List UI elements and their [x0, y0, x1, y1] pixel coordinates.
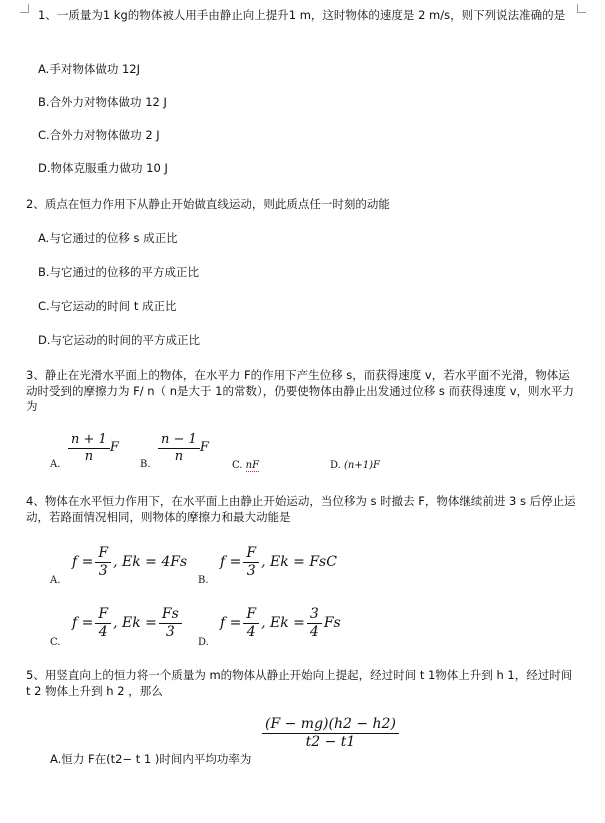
- question-5-stem: 5、用竖直向上的恒力将一个质量为 m的物体从静止开始向上提起，经过时间 t 1物体上升到 h 1，经过时间 t 2 物体上升到 h 2 ，那么: [26, 668, 573, 698]
- q5-a-denominator: t2 − t1: [305, 733, 356, 750]
- q2-option-c: C.与它运动的时间 t 成正比: [38, 299, 177, 313]
- q1-option-b: B.合外力对物体做功 12 J: [38, 95, 167, 109]
- q2-option-b: B.与它通过的位移的平方成正比: [38, 265, 200, 279]
- q3-d-value: (n+1)F: [344, 460, 380, 471]
- q3-option-a-label: A.: [50, 459, 61, 470]
- q3-option-a-formula: [68, 432, 119, 464]
- q4-option-c-formula: f = $\frac{F}{4}$ , Ek = $\frac{Fs}{3}$: [72, 606, 182, 641]
- q3-c-value: nF: [245, 460, 260, 471]
- q3-option-b-label: B.: [140, 459, 151, 470]
- q3-option-b-formula: [158, 432, 209, 464]
- q3-option-d: D. (n+1)F: [330, 460, 380, 471]
- q5-option-a-text: A.恒力 F在(t2− t 1 )时间内平均功率为: [50, 752, 252, 766]
- q4-option-c-label: C.: [50, 637, 61, 648]
- question-3-stem: 3、静止在光滑水平面上的物体，在水平力 F的作用下产生位移 s，而获得速度 v，若水平面不光滑，物体运动时受到的摩擦力为 F/ n（ n是大于 1的常数），仍要使物体由静止出发通过位移 s 而获得速度 v，则水平力为: [26, 368, 575, 414]
- q4-option-a-formula: f = $\frac{F}{3}$ , Ek = 4Fs: [72, 545, 188, 579]
- q5-a-numerator: (F − mg)(h2 − h2): [262, 716, 399, 734]
- q4-option-d-formula: f = $\frac{F}{4}$ , Ek = $\frac{3}{4}$ Fs: [220, 606, 341, 640]
- q3-option-c: C. nF: [232, 460, 260, 471]
- q1-option-d: D.物体克服重力做功 10 J: [38, 161, 168, 175]
- q4-option-b-label: B.: [198, 575, 209, 586]
- q3-a-denominator: n: [84, 448, 94, 464]
- q3-b-denominator: n: [174, 448, 184, 464]
- q5-option-a-formula: [262, 716, 399, 751]
- q4-option-d-label: D.: [198, 637, 209, 648]
- corner-mark-right: [577, 4, 586, 13]
- question-2-stem: 2、质点在恒力作用下从静止开始做直线运动，则此质点任一时刻的动能: [26, 197, 390, 211]
- q3-b-variable: F: [199, 440, 209, 456]
- question-4-stem: 4、物体在水平恒力作用下，在水平面上由静止开始运动，当位移为 s 时撤去 F，物体继续前进 3 s 后停止运动，若路面情况相同，则物体的摩擦力和最大动能是: [26, 494, 576, 524]
- question-1-stem: 1、一质量为1 kg的物体被人用手由静止向上提升1 m，这时物体的速度是 2 m/s，则下列说法准确的是: [38, 8, 566, 22]
- q3-a-numerator: n + 1: [68, 432, 110, 449]
- q2-option-a: A.与它通过的位移 s 成正比: [38, 231, 178, 245]
- q1-option-a: A.手对物体做功 12J: [38, 62, 140, 76]
- q3-a-variable: F: [109, 440, 119, 456]
- q4-option-a-label: A.: [50, 575, 61, 586]
- q1-option-c: C.合外力对物体做功 2 J: [38, 128, 160, 142]
- q3-b-numerator: n − 1: [158, 432, 200, 449]
- q2-option-d: D.与它运动的时间的平方成正比: [38, 333, 201, 347]
- q4-option-b-formula: f = $\frac{F}{3}$ , Ek = FsC: [220, 545, 337, 579]
